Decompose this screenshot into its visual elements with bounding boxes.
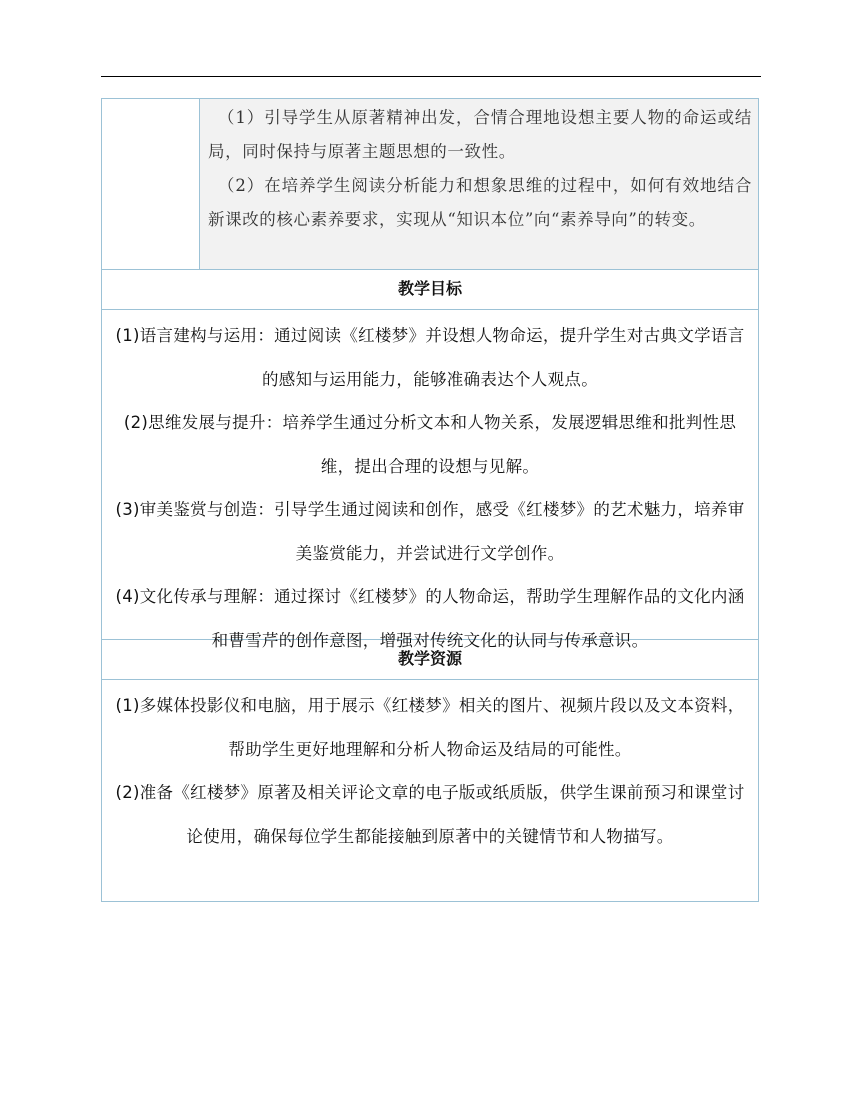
difficulty-paragraph: （1）引导学生从原著精神出发，合情合理地设想主要人物的命运或结局，同时保持与原著主题思想的一致性。 [208,108,752,161]
page-header-rule [101,76,761,77]
resource-item: (2)准备《红楼梦》原著及相关评论文章的电子版或纸质版，供学生课前预习和课堂讨论使用，确保每位学生都能接触到原著中的关键情节和人物描写。 [115,783,745,846]
goal-item: (3)审美鉴赏与创造：引导学生通过阅读和创作，感受《红楼梦》的艺术魅力，培养审美鉴赏能力，并尝试进行文学创作。 [115,500,745,563]
difficulty-label-cell [102,99,200,269]
goals-heading: 教学目标 [102,270,758,310]
resource-item: (1)多媒体投影仪和电脑，用于展示《红楼梦》相关的图片、视频片段以及文本资料，帮助学生更好地理解和分析人物命运及结局的可能性。 [115,696,745,759]
lesson-plan-table [101,98,759,902]
goal-item: (4)文化传承与理解：通过探讨《红楼梦》的人物命运，帮助学生理解作品的文化内涵和曹雪芹的创作意图，增强对传统文化的认同与传承意识。 [115,587,745,650]
resources-heading: 教学资源 [102,640,758,680]
difficulty-content-cell [200,99,758,269]
goal-item: (2)思维发展与提升：培养学生通过分析文本和人物关系，发展逻辑思维和批判性思维，提出合理的设想与见解。 [123,413,737,476]
goal-item: (1)语言建构与运用：通过阅读《红楼梦》并设想人物命运，提升学生对古典文学语言的感知与运用能力，能够准确表达个人观点。 [115,326,745,389]
difficulty-paragraph: （2）在培养学生阅读分析能力和想象思维的过程中，如何有效地结合新课改的核心素养要求，实现从“知识本位”向“素养导向”的转变。 [208,176,752,229]
resources-content [102,680,758,901]
difficulty-row [102,99,758,270]
goals-content [102,310,758,650]
